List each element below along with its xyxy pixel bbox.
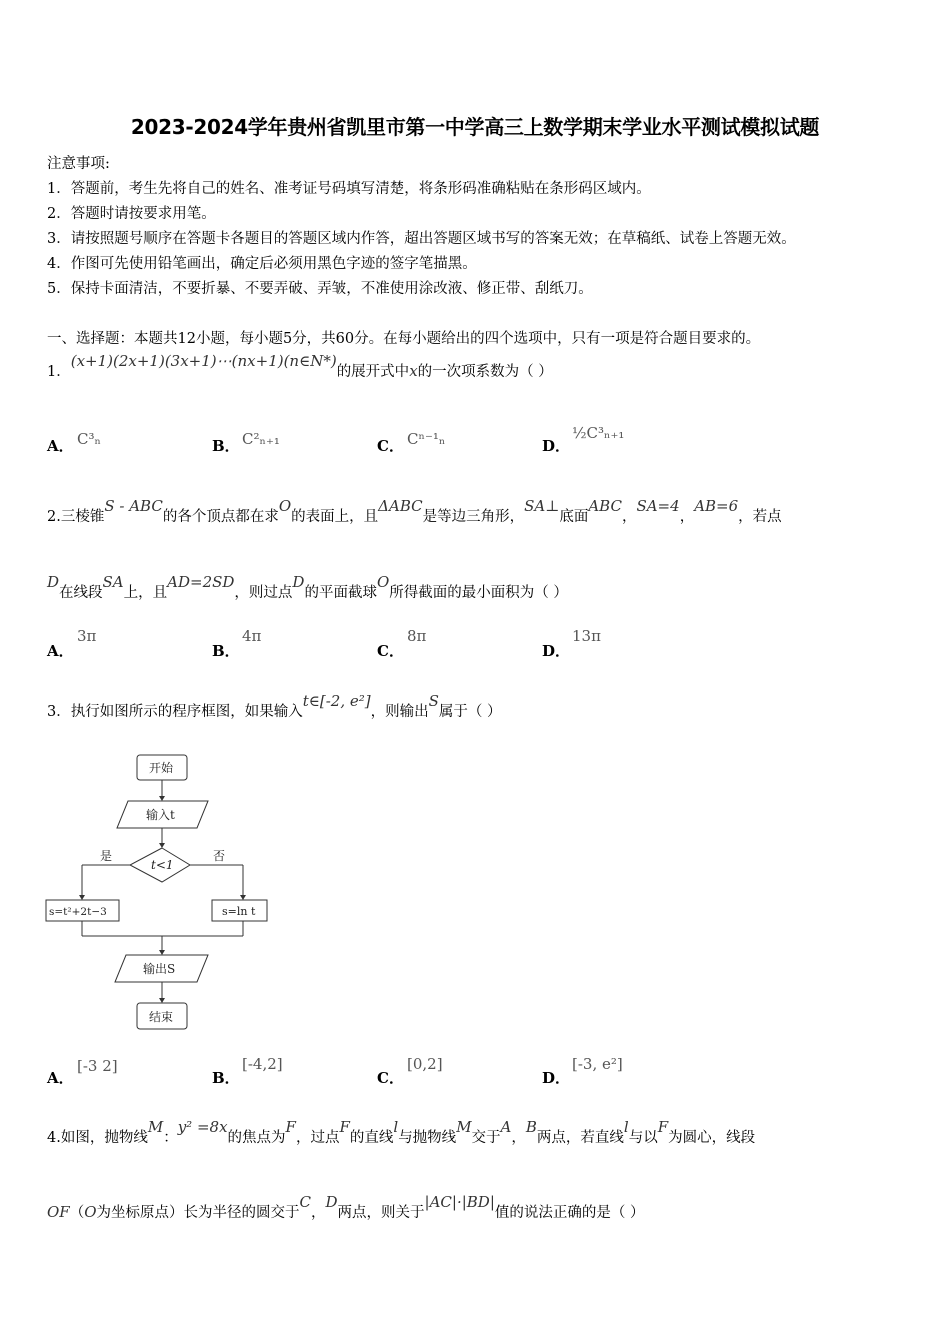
question-text: ，: [311, 1205, 326, 1221]
math-expr: SA=4: [636, 497, 680, 515]
question-text: 的一次项系数为（ ）: [417, 364, 553, 380]
question-text: 属于（ ）: [438, 704, 502, 720]
flow-yes-label: 是: [100, 849, 113, 863]
option-value: 8π: [407, 627, 427, 645]
option-value: 4π: [242, 627, 262, 645]
question-text: （: [69, 1205, 85, 1221]
question-text: ，: [621, 509, 637, 525]
option-label: B．: [212, 642, 240, 660]
flow-cond-label: t<1: [151, 858, 174, 872]
question-number: 1．: [47, 364, 71, 380]
math-var: D: [325, 1193, 338, 1211]
question-4-line-2: [47, 1193, 645, 1222]
math-var: F: [657, 1118, 669, 1136]
option-value: C³ₙ: [77, 430, 101, 448]
question-text: 所得截面的最小面积为（ ）: [389, 585, 568, 601]
option-value: [-3 2]: [77, 1057, 118, 1075]
option-value: ½C³ₙ₊₁: [572, 424, 625, 442]
math-expr: y² =8x: [177, 1118, 228, 1136]
option-label: D．: [542, 1069, 571, 1087]
math-expr: |AC|·|BD|: [424, 1193, 495, 1211]
option-label: D．: [542, 437, 571, 455]
arrowhead: [240, 895, 246, 900]
math-var: M: [147, 1118, 164, 1136]
flow-left-label: s=t²+2t−3: [49, 906, 107, 918]
notice-heading: 注意事项:: [47, 156, 110, 172]
math-expr: OF: [47, 1203, 70, 1221]
question-text: 4.如图，抛物线: [47, 1130, 148, 1146]
math-var: O: [376, 573, 390, 591]
arrowhead: [159, 950, 165, 955]
question-text: ，则过点: [234, 585, 293, 601]
section-heading: 一、选择题：本题共12小题，每小题5分，共60分。在每小题给出的四个选项中，只有一项是符合题目要求的。: [47, 331, 761, 347]
option-value: 13π: [572, 627, 601, 645]
math-expr: AD=2SD: [167, 573, 235, 591]
option-label: B．: [212, 437, 240, 455]
math-var: O: [84, 1203, 97, 1221]
notice-item: 1．答题前，考生先将自己的姓名、准考证号码填写清楚，将条形码准确粘贴在条形码区域内。: [47, 181, 651, 197]
option-label: C．: [377, 437, 404, 455]
math-var: F: [285, 1118, 296, 1136]
question-text: ，: [511, 1130, 526, 1146]
math-var: A: [500, 1118, 512, 1136]
math-expr: SA: [102, 573, 124, 591]
arrowhead: [159, 843, 165, 848]
math-var: D: [292, 573, 305, 591]
flow-right-label: s=ln t: [222, 905, 256, 918]
question-text: 与抛物线: [398, 1130, 457, 1146]
math-expr: ΔABC: [378, 497, 423, 515]
notice-item: 5．保持卡面清洁，不要折暴、不要弄破、弄皱，不准使用涂改液、修正带、刮纸刀。: [47, 281, 593, 297]
math-var: l: [393, 1118, 399, 1136]
math-expr: t∈[-2, e²]: [302, 692, 371, 710]
question-text: 在线段: [59, 585, 103, 601]
notice-item: 4．作图可先使用铅笔画出，确定后必须用黑色字迹的签字笔描黑。: [47, 256, 477, 272]
flow-input-label: 输入t: [146, 808, 175, 822]
math-var: M: [456, 1118, 472, 1136]
question-text: 为圆心，线段: [668, 1130, 756, 1146]
math-var: x: [409, 362, 418, 380]
question-text: 交于: [471, 1130, 501, 1146]
notice-item: 2．答题时请按要求用笔。: [47, 206, 216, 222]
flow-end-label: 结束: [149, 1010, 174, 1024]
math-expr: ABC: [588, 497, 622, 515]
question-text: 的直线: [349, 1130, 394, 1146]
option-value: 3π: [77, 627, 97, 645]
math-var: O: [278, 497, 292, 515]
question-text: 的各个顶点都在求: [162, 509, 279, 525]
math-var: l: [623, 1118, 629, 1136]
notice-item: 3．请按照题号顺序在答题卡各题目的答题区域内作答，超出答题区域书写的答案无效；在草稿纸、试卷上答题无效。: [47, 231, 796, 247]
flow-start-label: 开始: [149, 761, 174, 775]
math-var: D: [47, 573, 60, 591]
arrowhead: [159, 796, 165, 801]
question-text: ：: [163, 1130, 178, 1146]
option-value: Cⁿ⁻¹ₙ: [407, 430, 446, 448]
question-text: 为坐标原点）长为半径的圆交于: [96, 1205, 300, 1221]
math-var: S: [428, 692, 439, 710]
flow-no-label: 否: [213, 849, 226, 863]
question-text: 3．执行如图所示的程序框图，如果输入: [47, 704, 303, 720]
option-label: A．: [47, 642, 74, 660]
option-label: B．: [212, 1069, 240, 1087]
option-label: A．: [47, 1069, 74, 1087]
option-value: [0,2]: [407, 1055, 443, 1073]
option-value: [-4,2]: [242, 1055, 283, 1073]
option-value: [-3, e²]: [572, 1055, 623, 1073]
option-label: A．: [47, 437, 74, 455]
math-expr: AB=6: [694, 497, 739, 515]
question-text: ，: [679, 509, 695, 525]
question-text: ，若点: [738, 509, 782, 525]
math-var: F: [339, 1118, 350, 1136]
option-label: C．: [377, 1069, 404, 1087]
question-text: 两点，则关于: [337, 1205, 425, 1221]
question-text: 的焦点为: [227, 1130, 286, 1146]
math-var: B: [525, 1118, 537, 1136]
arrowhead: [79, 895, 85, 900]
option-label: D．: [542, 642, 571, 660]
question-text: 两点，若直线: [536, 1130, 624, 1146]
question-text: 的表面上，且: [291, 509, 379, 525]
arrowhead: [159, 998, 165, 1003]
question-text: ，过点: [295, 1130, 340, 1146]
question-text: 上，且: [123, 585, 168, 601]
math-expr: (x+1)(2x+1)(3x+1)⋯(nx+1)(n∈N*): [70, 352, 337, 370]
flow-output-label: 输出S: [143, 962, 176, 976]
math-expr: S - ABC: [104, 497, 163, 515]
question-text: 底面: [559, 509, 589, 525]
question-text: 的展开式中: [336, 364, 410, 380]
question-text: 的平面截球: [304, 585, 377, 601]
math-var: C: [299, 1193, 312, 1211]
question-text: 是等边三角形，: [422, 509, 525, 525]
page-title: 2023-2024学年贵州省凯里市第一中学高三上数学期末学业水平测试模拟试题: [130, 115, 820, 139]
math-expr: SA⊥: [524, 497, 560, 515]
question-4-line-1: [47, 1118, 756, 1147]
option-label: C．: [377, 642, 404, 660]
question-text: 2.三棱锥: [47, 509, 105, 525]
question-text: 值的说法正确的是（ ）: [494, 1205, 645, 1221]
question-text: ，则输出: [370, 704, 429, 720]
question-text: 与以: [628, 1130, 658, 1146]
option-value: C²ₙ₊₁: [242, 430, 280, 448]
